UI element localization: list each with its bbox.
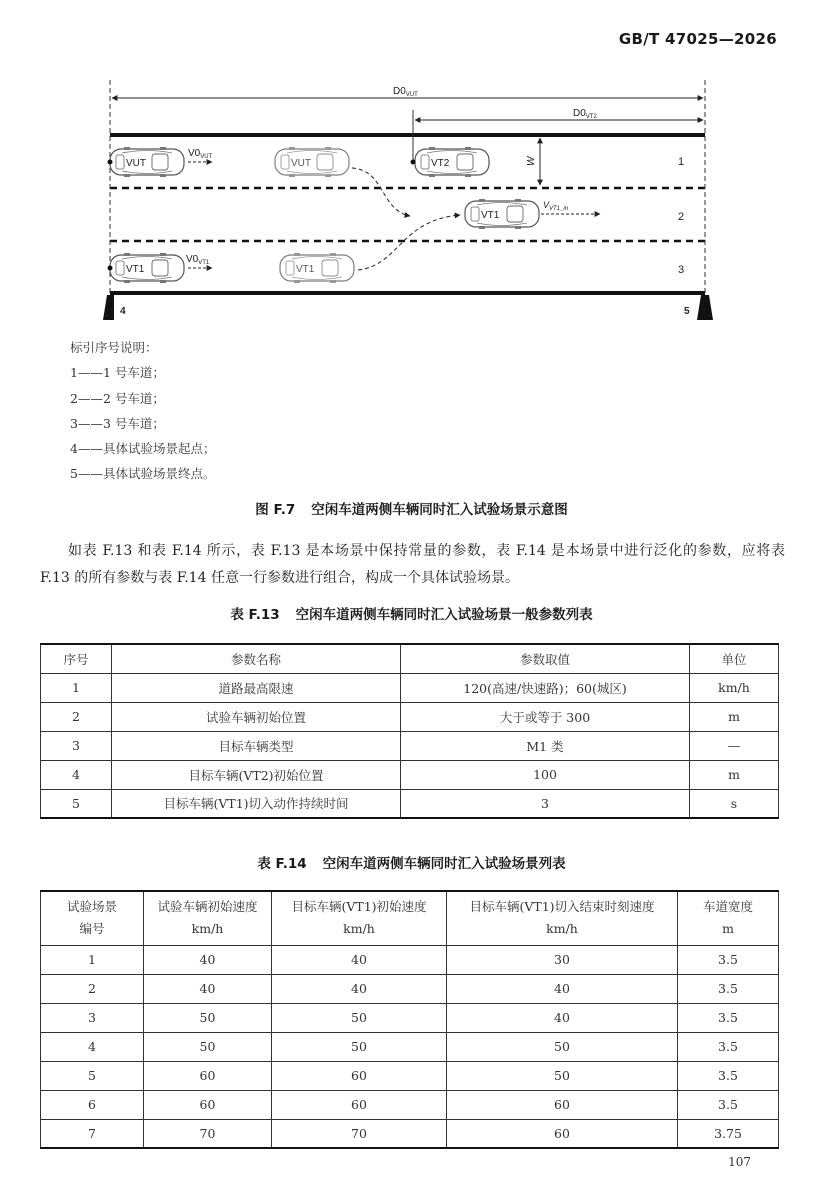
table-cell: 6 — [41, 1090, 144, 1119]
lane-number-2: 2 — [678, 211, 685, 223]
table-cell: 40 — [272, 945, 447, 974]
table-cell: 100 — [401, 760, 690, 789]
vehicle-vt2 — [415, 147, 489, 177]
table-cell: 5 — [41, 789, 112, 818]
table-cell: 50 — [447, 1061, 678, 1090]
figure-caption-text: 空闲车道两侧车辆同时汇入试验场景示意图 — [311, 502, 568, 518]
body-paragraph — [40, 538, 785, 592]
start-marker-label: 4 — [120, 306, 126, 317]
legend-title: 标引序号说明： — [70, 340, 158, 355]
table-cell: 7 — [41, 1119, 144, 1148]
table-cell: 60 — [447, 1090, 678, 1119]
table-cell: 3.5 — [678, 974, 779, 1003]
vehicle-vut-later — [275, 147, 349, 177]
vut-lane-change-path — [352, 168, 410, 216]
table-cell: 50 — [447, 1032, 678, 1061]
lane-number-1: 1 — [678, 156, 685, 168]
table-cell: 3.5 — [678, 1061, 779, 1090]
table-cell: 120(高速/快速路)；60(城区) — [401, 673, 690, 702]
table-cell: s — [690, 789, 779, 818]
table-cell: 60 — [144, 1061, 272, 1090]
column-header: 试验场景 编号 — [41, 891, 144, 945]
table-f14-caption-number: 表 F.14 — [257, 856, 307, 872]
table-row — [41, 1061, 779, 1090]
column-header: 序号 — [41, 644, 112, 673]
table-f14-caption-text: 空闲车道两侧车辆同时汇入试验场景列表 — [322, 856, 566, 872]
table-row — [41, 789, 779, 818]
table-cell: 60 — [272, 1061, 447, 1090]
table-cell: 50 — [272, 1032, 447, 1061]
lane-number-3: 3 — [678, 264, 685, 276]
table-f14-caption — [0, 852, 823, 872]
legend-item: 3——3 号车道； — [70, 415, 165, 431]
vehicle-vt1-later — [280, 253, 354, 283]
table-cell: 2 — [41, 702, 112, 731]
v0-vt1-label: $V0_{VT1}$ — [186, 254, 210, 266]
start-marker — [103, 295, 114, 320]
vehicle-vut-start — [110, 147, 184, 177]
vt1-lane-change-path — [358, 215, 460, 270]
table-cell: 大于或等于 300 — [401, 702, 690, 731]
table-cell: — — [690, 731, 779, 760]
table-f13-caption-number: 表 F.13 — [230, 607, 280, 623]
point-marker — [108, 266, 113, 271]
table-cell: 40 — [447, 1003, 678, 1032]
table-cell: 目标车辆(VT1)切入动作持续时间 — [112, 789, 401, 818]
table-cell: 3.75 — [678, 1119, 779, 1148]
column-header: 试验车辆初始速度 km/h — [144, 891, 272, 945]
table-row — [41, 673, 779, 702]
table-cell: 50 — [144, 1032, 272, 1061]
table-cell: 60 — [144, 1090, 272, 1119]
table-header-row — [41, 644, 779, 673]
legend — [70, 335, 215, 487]
end-marker-label: 5 — [684, 306, 690, 317]
table-cell: 道路最高限速 — [112, 673, 401, 702]
paragraph-text: 如表 F.13 和表 F.14 所示，表 F.13 是本场景中保持常量的参数，表 F.14 是本场景中进行泛化的参数，应将表 F.13 的所有参数与表 F.14 任意一行参数进行组合，构成一个具体试验场景。 — [40, 543, 785, 586]
column-header: 参数取值 — [401, 644, 690, 673]
table-f13-caption — [0, 603, 823, 623]
legend-item: 1——1 号车道； — [70, 365, 165, 381]
table-cell: 50 — [144, 1003, 272, 1032]
column-header: 目标车辆(VT1)初始速度 km/h — [272, 891, 447, 945]
column-header: 参数名称 — [112, 644, 401, 673]
table-row — [41, 1032, 779, 1061]
table-cell: 5 — [41, 1061, 144, 1090]
standard-code: GB/T 47025—2026 — [618, 30, 777, 48]
table-row — [41, 731, 779, 760]
figure-caption — [0, 498, 823, 518]
table-row — [41, 1003, 779, 1032]
svg-text:VT1: VT1 — [126, 264, 145, 275]
table-f14 — [40, 890, 779, 1149]
table-cell: m — [690, 702, 779, 731]
table-f13-caption-text: 空闲车道两侧车辆同时汇入试验场景一般参数列表 — [295, 607, 593, 623]
table-f13 — [40, 643, 779, 819]
table-row — [41, 974, 779, 1003]
table-cell: 40 — [144, 945, 272, 974]
table-cell: 3 — [41, 1003, 144, 1032]
table-row — [41, 702, 779, 731]
figure-caption-number: 图 F.7 — [255, 502, 296, 518]
svg-text:VT2: VT2 — [431, 158, 450, 169]
column-header: 车道宽度 m — [678, 891, 779, 945]
dim-d0-vt2-label: $D0_{VT2}$ — [573, 108, 597, 120]
table-cell: 3.5 — [678, 1090, 779, 1119]
table-cell: 40 — [447, 974, 678, 1003]
table-cell: 2 — [41, 974, 144, 1003]
table-cell: 50 — [272, 1003, 447, 1032]
vehicle-vt1-start — [110, 253, 184, 283]
point-marker — [108, 160, 113, 165]
table-cell: 4 — [41, 760, 112, 789]
table-cell: 1 — [41, 945, 144, 974]
table-row — [41, 945, 779, 974]
table-row — [41, 1119, 779, 1148]
v0-vut-label: $V0_{VUT}$ — [188, 148, 213, 160]
table-cell: 4 — [41, 1032, 144, 1061]
table-row — [41, 760, 779, 789]
legend-item: 2——2 号车道； — [70, 390, 165, 406]
table-cell: km/h — [690, 673, 779, 702]
table-cell: 1 — [41, 673, 112, 702]
dim-d0-vut-label: $D0_{VUT}$ — [393, 86, 418, 98]
table-cell: 40 — [272, 974, 447, 1003]
legend-item: 5——具体试验场景终点。 — [70, 466, 216, 482]
table-cell: 3.5 — [678, 1032, 779, 1061]
table-cell: m — [690, 760, 779, 789]
table-cell: 3 — [41, 731, 112, 760]
table-cell: 3 — [401, 789, 690, 818]
lane-diagram — [100, 80, 720, 325]
point-marker — [411, 160, 416, 165]
table-cell: 3.5 — [678, 945, 779, 974]
svg-text:VUT: VUT — [126, 158, 146, 169]
table-cell: 目标车辆类型 — [112, 731, 401, 760]
table-cell: 70 — [272, 1119, 447, 1148]
svg-text:VUT: VUT — [291, 158, 311, 169]
table-cell: 30 — [447, 945, 678, 974]
vt1-in-label: $V_{VT1\_in}$ — [543, 200, 569, 212]
svg-text:VT1: VT1 — [481, 210, 500, 221]
svg-text:VT1: VT1 — [296, 264, 315, 275]
end-marker — [697, 295, 713, 320]
legend-item: 4——具体试验场景起点； — [70, 441, 216, 457]
dim-w-label: W — [526, 156, 537, 166]
table-cell: 试验车辆初始位置 — [112, 702, 401, 731]
table-header-row — [41, 891, 779, 945]
table-cell: M1 类 — [401, 731, 690, 760]
page-number: 107 — [728, 1155, 751, 1169]
table-cell: 40 — [144, 974, 272, 1003]
column-header: 目标车辆(VT1)切入结束时刻速度 km/h — [447, 891, 678, 945]
table-row — [41, 1090, 779, 1119]
table-cell: 目标车辆(VT2)初始位置 — [112, 760, 401, 789]
table-cell: 3.5 — [678, 1003, 779, 1032]
column-header: 单位 — [690, 644, 779, 673]
table-cell: 70 — [144, 1119, 272, 1148]
table-cell: 60 — [447, 1119, 678, 1148]
table-cell: 60 — [272, 1090, 447, 1119]
vehicle-vt1-merged — [465, 199, 539, 229]
